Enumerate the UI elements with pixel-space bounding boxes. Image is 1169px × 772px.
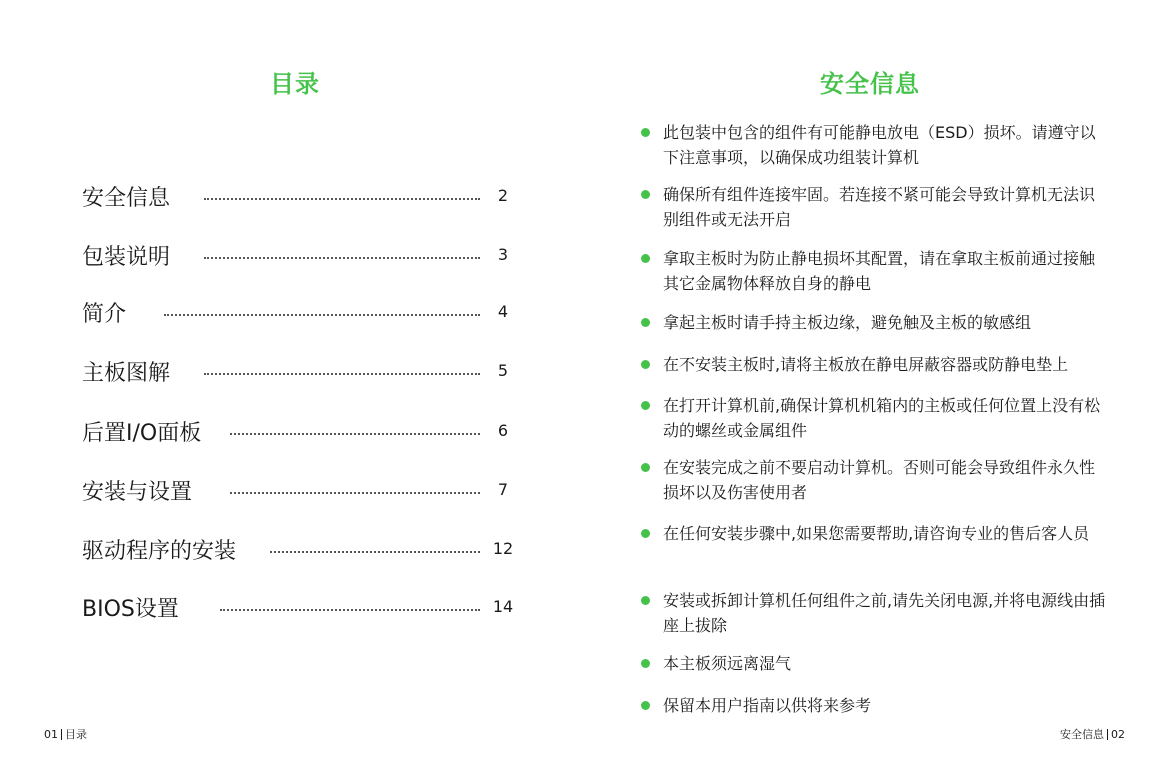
toc-entry-page: 2 xyxy=(497,186,509,205)
safety-item-text: 安装或拆卸计算机任何组件之前,请先关闭电源,并将电源线由插座上拔除 xyxy=(663,591,1106,635)
toc-leader-dots xyxy=(204,198,480,200)
safety-item-text: 拿取主板时为防止静电损坏其配置，请在拿取主板前通过接触其它金属物体释放自身的静电 xyxy=(663,249,1096,293)
footer-divider xyxy=(1107,729,1108,740)
toc-entry-page: 6 xyxy=(497,421,509,440)
toc-heading: 目录 xyxy=(270,70,320,98)
toc-entry-title: BIOS设置 xyxy=(82,596,179,622)
toc-page xyxy=(0,0,584,772)
toc-entry[interactable] xyxy=(82,533,518,565)
bullet-icon xyxy=(641,360,650,369)
toc-entry-title: 后置I/O面板 xyxy=(82,420,202,446)
bullet-icon xyxy=(641,190,650,199)
page-number: 02 xyxy=(1111,727,1125,741)
toc-entry[interactable] xyxy=(82,296,518,328)
toc-entry-page: 3 xyxy=(497,245,509,264)
toc-leader-dots xyxy=(220,609,480,611)
toc-leader-dots xyxy=(230,433,480,435)
toc-entry-title: 包装说明 xyxy=(82,244,171,270)
bullet-icon xyxy=(641,596,650,605)
toc-entry-page: 7 xyxy=(497,480,509,499)
safety-item-text: 在任何安装步骤中,如果您需要帮助,请咨询专业的售后客人员 xyxy=(663,524,1090,543)
safety-item-text: 保留本用户指南以供将来参考 xyxy=(663,696,872,715)
toc-entry[interactable] xyxy=(82,239,518,271)
safety-item-text: 确保所有组件连接牢固。若连接不紧可能会导致计算机无法识别组件或无法开启 xyxy=(663,185,1096,229)
safety-page xyxy=(584,0,1169,772)
toc-entry-page: 14 xyxy=(492,597,514,616)
footer-divider xyxy=(61,729,62,740)
toc-entry-title: 驱动程序的安装 xyxy=(82,538,237,564)
safety-item-text: 拿起主板时请手持主板边缘，避免触及主板的敏感组 xyxy=(663,313,1032,332)
bullet-icon xyxy=(641,128,650,137)
toc-entry[interactable] xyxy=(82,415,518,447)
bullet-icon xyxy=(641,463,650,472)
toc-entry-page: 4 xyxy=(497,302,509,321)
safety-item-text: 此包装中包含的组件有可能静电放电（ESD）损坏。请遵守以下注意事项，以确保成功组装计算机 xyxy=(663,123,1096,167)
bullet-icon xyxy=(641,254,650,263)
toc-leader-dots xyxy=(204,373,480,375)
bullet-icon xyxy=(641,401,650,410)
toc-entry[interactable] xyxy=(82,180,518,212)
bullet-icon xyxy=(641,529,650,538)
toc-entry[interactable] xyxy=(82,474,518,506)
toc-leader-dots xyxy=(230,492,480,494)
safety-item-text: 在不安装主板时,请将主板放在静电屏蔽容器或防静电垫上 xyxy=(663,355,1069,374)
safety-item-text: 在打开计算机前,确保计算机机箱内的主板或任何位置上没有松动的螺丝或金属组件 xyxy=(663,396,1101,440)
bullet-icon xyxy=(641,659,650,668)
safety-item-text: 本主板须远离湿气 xyxy=(663,654,792,673)
toc-entry-title: 简介 xyxy=(82,301,127,327)
toc-entry-title: 主板图解 xyxy=(82,360,171,386)
safety-heading: 安全信息 xyxy=(820,70,920,98)
footer-label: 目录 xyxy=(65,728,87,741)
footer-label: 安全信息 xyxy=(1060,728,1104,741)
bullet-icon xyxy=(641,318,650,327)
right-footer xyxy=(1060,726,1125,742)
toc-entry[interactable] xyxy=(82,355,518,387)
toc-leader-dots xyxy=(204,257,480,259)
toc-leader-dots xyxy=(164,314,480,316)
toc-entry-title: 安全信息 xyxy=(82,185,171,211)
bullet-icon xyxy=(641,701,650,710)
page-number: 01 xyxy=(44,727,58,741)
safety-item-text: 在安装完成之前不要启动计算机。否则可能会导致组件永久性损坏以及伤害使用者 xyxy=(663,458,1096,502)
toc-entry-page: 12 xyxy=(492,539,514,558)
toc-leader-dots xyxy=(270,551,480,553)
toc-entry[interactable] xyxy=(82,591,518,623)
left-footer xyxy=(44,726,87,742)
toc-entry-page: 5 xyxy=(497,361,509,380)
toc-entry-title: 安装与设置 xyxy=(82,479,193,505)
